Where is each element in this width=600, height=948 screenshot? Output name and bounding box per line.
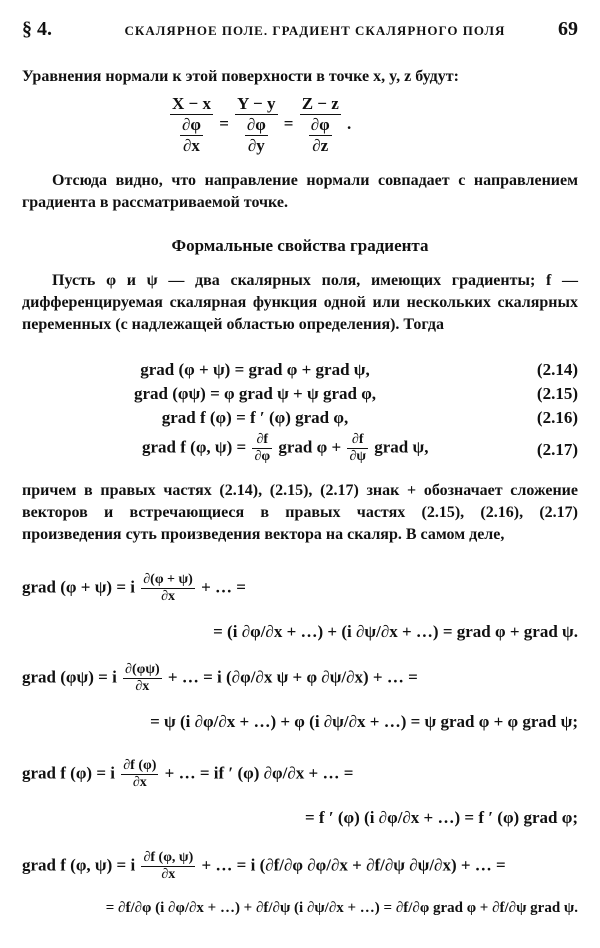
derivation-function-line1: grad f (φ) = i $\frac{\partial f (\varphi)}{\partial x}$ + … = if ′ (φ) ∂φ/∂x + … = [22, 758, 354, 790]
equation-2-14: grad (φ + ψ) = grad φ + grad ψ, (2.14) [140, 360, 578, 379]
properties-paragraph: Пусть φ и ψ — два скалярных поля, имеющих градиенты; f — дифференцируемая скалярная функция одной или нескольких скалярных переменных (с надлежащей областью определения). Тогда [22, 272, 578, 333]
derivation-two-var-line1: grad f (φ, ψ) = i $\frac{\partial f (\varphi, \psi)}{\partial x}$ + … = i (∂f/∂φ ∂φ/∂x + ∂f/∂ψ ∂ψ/∂x) + … = [22, 850, 506, 882]
equation-tag: (2.14) [536, 360, 578, 379]
derivation-two-var-line2: = ∂f/∂φ (i ∂φ/∂x + …) + ∂f/∂ψ (i ∂ψ/∂x + …) = ∂f/∂φ grad φ + ∂f/∂ψ grad ψ. [105, 900, 578, 916]
normal-term-x: $\frac{X - x}{\frac{\partial\varphi}{\partial x}}$ [172, 94, 211, 155]
page-number: 69 [558, 18, 578, 40]
equation-2-17: grad f (φ, ψ) = $\frac{\partial f}{\partial\varphi}$ grad φ + $\frac{\partial f}{\partial\psi}$ grad ψ, [142, 432, 429, 464]
equation-tag: (2.16) [536, 408, 578, 427]
section-number: § 4. [22, 18, 52, 40]
equation-2-15: grad (φψ) = φ grad ψ + ψ grad φ, (2.15) [133, 384, 578, 403]
derivation-product-line2: = ψ (i ∂φ/∂x + …) + φ (i ∂ψ/∂x + …) = ψ grad φ + φ grad ψ; [150, 712, 578, 731]
normal-term-z: $\frac{Z - z}{\frac{\partial\varphi}{\partial z}}$ [301, 94, 339, 155]
explanation-paragraph: причем в правых частях (2.14), (2.15), (2.17) знак + обозначает сложение векторов и встречающиеся в правых частях (2.15), (2.16), (2.17) произведения суть произведения вектора на скаляр. В самом деле, [22, 482, 578, 543]
derivation-sum-line2: = (i ∂φ/∂x + …) + (i ∂ψ/∂x + …) = grad φ + grad ψ. [213, 622, 578, 641]
derivation-sum-line1: grad (φ + ψ) = i $\frac{\partial(\varphi + \psi)}{\partial x}$ + … = [22, 572, 246, 604]
equation-tag-2-17: (2.17) [536, 440, 578, 459]
running-header [22, 18, 578, 44]
running-title: СКАЛЯРНОЕ ПОЛЕ. ГРАДИЕНТ СКАЛЯРНОГО ПОЛЯ [124, 23, 506, 38]
normal-term-y: $\frac{Y - y}{\frac{\partial\varphi}{\partial y}}$ [237, 94, 276, 155]
intro-line: Уравнения нормали к этой поверхности в точке x, y, z будут: [22, 68, 459, 85]
section-heading: Формальные свойства градиента [171, 236, 429, 255]
derivation-product-line1: grad (φψ) = i $\frac{\partial(\varphi\psi)}{\partial x}$ + … = i (∂φ/∂x ψ + φ ∂ψ/∂x) + … = [22, 662, 418, 694]
equation-tag: (2.15) [536, 384, 578, 403]
normal-direction-paragraph: Отсюда видно, что направление нормали совпадает с направлением градиента в рассматриваемой точке. [22, 172, 578, 211]
equation-2-16: grad f (φ) = f ′ (φ) grad φ, (2.16) [161, 408, 578, 427]
normal-equation: $\frac{X - x}{\frac{\partial\varphi}{\partial x}}$ = $\frac{Y - y}{\frac{\partial\varphi}{\partial y}}$ = $\frac{Z - z}{\frac{\partial\varphi}{\partial z}}$ . [172, 94, 352, 155]
derivation-function-line2: = f ′ (φ) (i ∂φ/∂x + …) = f ′ (φ) grad φ; [304, 808, 578, 827]
